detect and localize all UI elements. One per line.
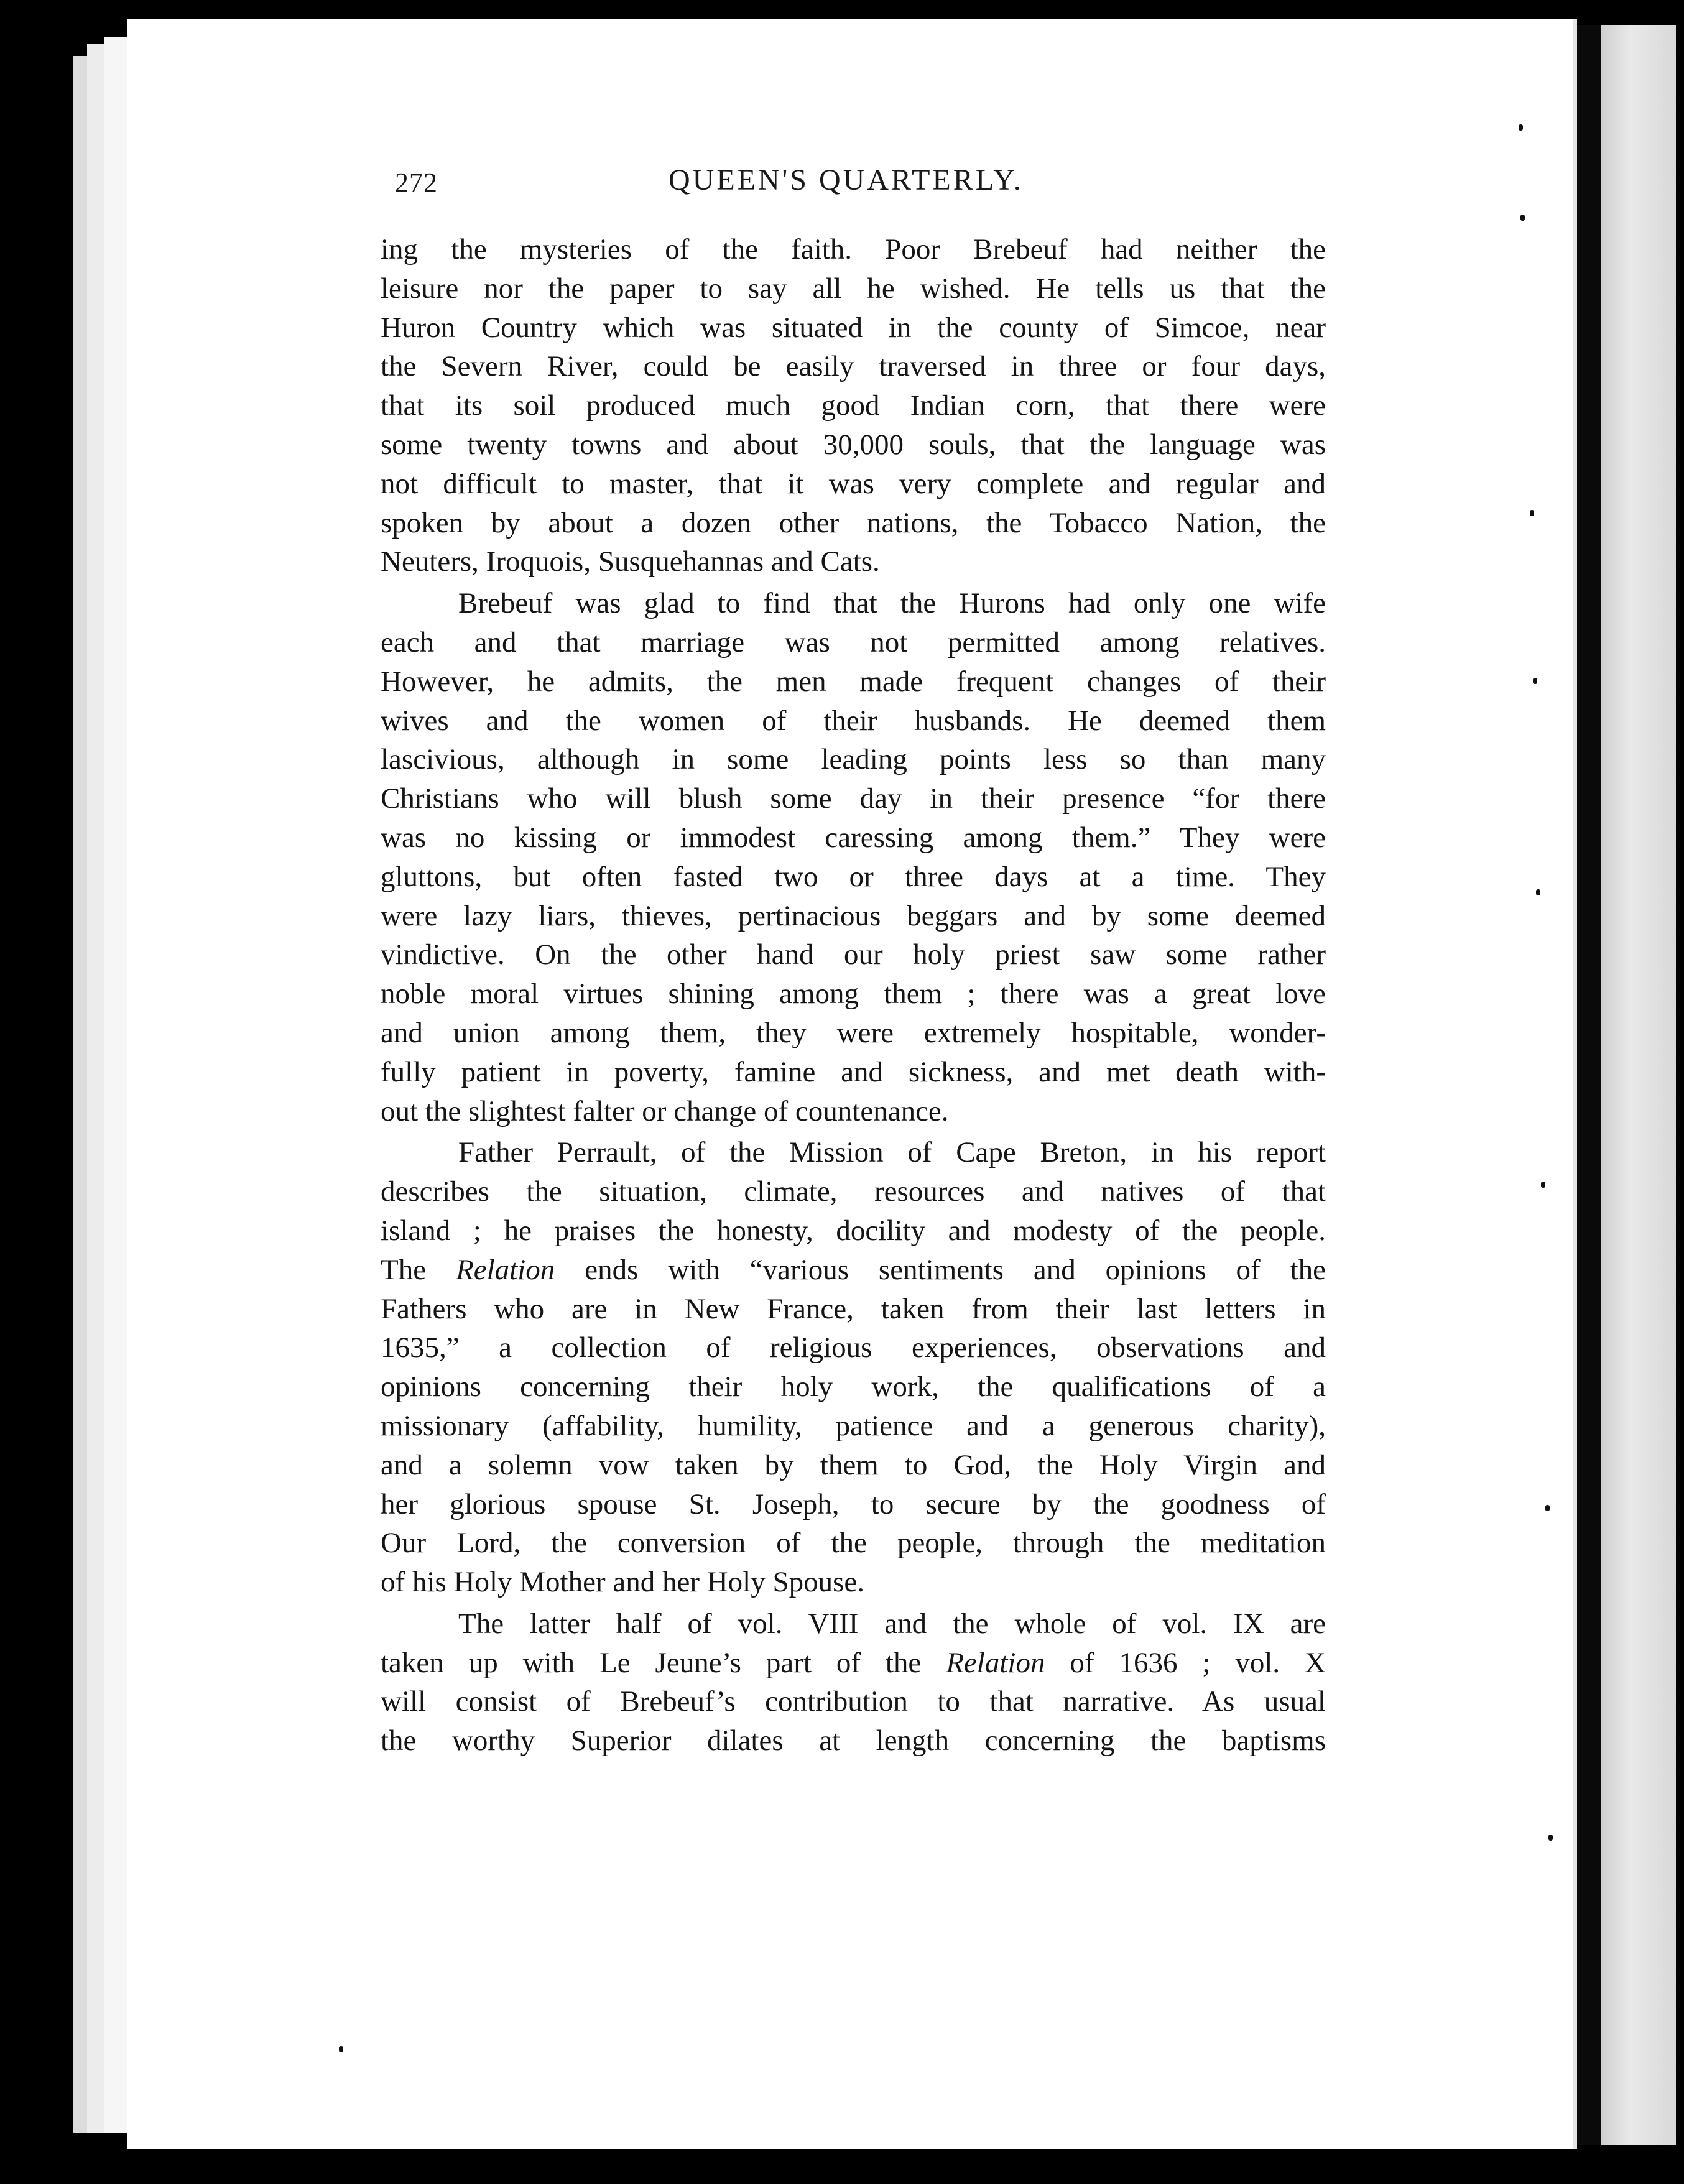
text-line: of his Holy Mother and her Holy Spouse. [381,1566,865,1599]
text-line: her glorious spouse St. Joseph, to secure by the goodness of [381,1488,1326,1520]
text-line: Our Lord, the conversion of the people, through the meditation [381,1527,1326,1560]
ink-speck [1533,678,1537,684]
text-line: the Severn River, could be easily traversed in three or four days, [381,350,1326,383]
torn-page-strip [1601,25,1676,2145]
ink-speck [339,2046,343,2052]
text-line: island ; he praises the honesty, docility and modesty of the people. [381,1214,1326,1247]
text-line: and a solemn vow taken by them to God, the Holy Virgin and [381,1448,1326,1481]
text-line: Neuters, Iroquois, Susquehannas and Cats. [381,545,880,578]
text-line [381,1644,1326,1683]
text-fragment: taken up with Le Jeune’s part of the [381,1646,922,1679]
text-line: out the slightest falter or change of countenance. [381,1094,949,1127]
text-line [381,1251,1326,1290]
text-fragment: The [381,1253,427,1286]
text-line: the worthy Superior dilates at length concerning the baptisms [381,1724,1326,1757]
text-line: that its soil produced much good Indian corn, that there were [381,389,1326,422]
italic-title: Relation [456,1253,555,1286]
text-line: not difficult to master, that it was very complete and regular and [381,467,1326,500]
text-line: will consist of Brebeuf’s contribution to that narrative. As usual [381,1685,1326,1718]
body-text [381,230,1326,1761]
text-line: noble moral virtues shining among them ; there was a great love [381,978,1326,1011]
page-edge [104,37,129,2133]
text-line: spoken by about a dozen other nations, the Tobacco Nation, the [381,506,1326,539]
ink-speck [1541,1182,1545,1188]
text-line: wives and the women of their husbands. He deemed them [381,704,1326,737]
text-line: and union among them, they were extremely hospitable, wonder- [381,1016,1326,1049]
text-line: some twenty towns and about 30,000 souls, that the language was [381,428,1326,461]
text-line: were lazy liars, thieves, pertinacious beggars and by some deemed [381,899,1326,932]
text-line: lascivious, although in some leading points less so than many [381,743,1326,776]
italic-title: Relation [946,1646,1045,1679]
text-line: ing the mysteries of the faith. Poor Brebeuf had neither the [381,233,1326,266]
page-number: 272 [395,167,438,198]
page-header [395,163,1328,213]
ink-speck [1545,1505,1550,1511]
binding-gap [1576,25,1601,2145]
text-line: fully patient in poverty, famine and sickness, and met death with- [381,1055,1326,1088]
text-line: Father Perrault, of the Mission of Cape Breton, in his report [458,1136,1326,1169]
text-fragment: of 1636 ; vol. X [1070,1646,1326,1679]
text-fragment: ends with “various sentiments and opinions of the [585,1253,1326,1286]
text-line: Fathers who are in New France, taken from their last letters in [381,1292,1326,1325]
text-line: The latter half of vol. VIII and the whole of vol. IX are [458,1607,1326,1640]
text-line: was no kissing or immodest caressing among them.” They were [381,821,1326,854]
ink-speck [1536,889,1540,895]
text-line: vindictive. On the other hand our holy priest saw some rather [381,938,1326,971]
running-title: QUEEN'S QUARTERLY. [669,164,1024,197]
ink-speck [1530,510,1534,516]
ink-speck [1519,124,1523,131]
text-line: describes the situation, climate, resources and natives of that [381,1175,1326,1208]
text-line: each and that marriage was not permitted among relatives. [381,626,1326,659]
text-line: missionary (affability, humility, patience and a generous charity), [381,1409,1326,1442]
text-line: Brebeuf was glad to find that the Hurons had only one wife [458,587,1326,620]
text-line: gluttons, but often fasted two or three days at a time. They [381,860,1326,893]
text-line: leisure nor the paper to say all he wished. He tells us that the [381,272,1326,305]
text-line: Christians who will blush some day in their presence “for there [381,782,1326,815]
ink-speck [1548,1835,1553,1841]
text-line: opinions concerning their holy work, the qualifications of a [381,1371,1326,1404]
ink-speck [1520,215,1525,221]
text-line: 1635,” a collection of religious experiences, observations and [381,1331,1326,1364]
text-line: Huron Country which was situated in the county of Simcoe, near [381,311,1326,344]
text-line: However, he admits, the men made frequent changes of their [381,665,1326,698]
